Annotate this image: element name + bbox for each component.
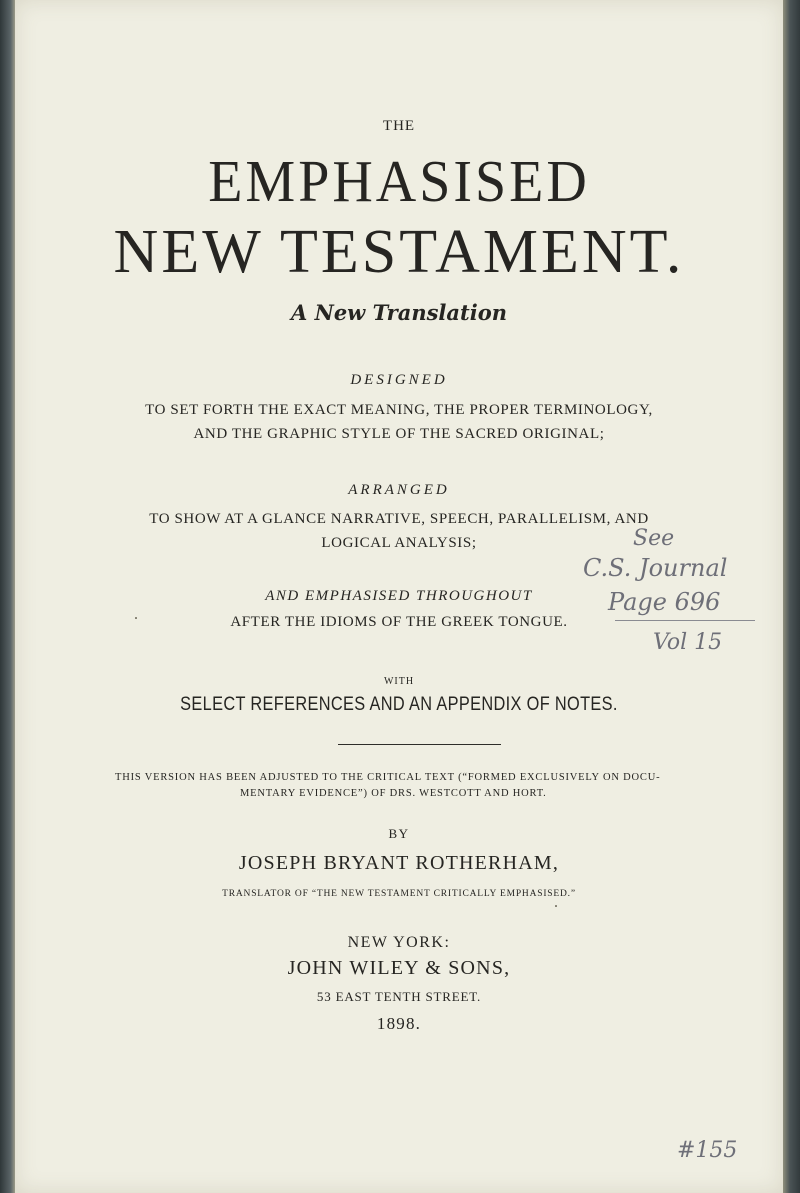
publisher-name: JOHN WILEY & SONS, [287, 957, 511, 979]
designed-line-2: AND THE GRAPHIC STYLE OF THE SACRED ORIGINAL; [193, 426, 605, 442]
subtitle: A New Translation [291, 300, 507, 325]
paper-speck [135, 617, 137, 619]
divider-rule [338, 744, 501, 745]
handwritten-note-line-1: See [633, 526, 675, 551]
publication-year: 1898. [376, 1014, 422, 1033]
arranged-line-2: LOGICAL ANALYSIS; [321, 535, 477, 551]
book-fore-edge [783, 0, 800, 1193]
title-page [15, 0, 783, 1193]
by-label: BY [388, 826, 410, 841]
version-note-line-2: MENTARY EVIDENCE”) OF DRS. WESTCOTT AND HORT. [240, 788, 547, 799]
author-name: JOSEPH BRYANT ROTHERHAM, [238, 852, 560, 874]
select-references: SELECT REFERENCES AND AN APPENDIX OF NOTES. [180, 694, 618, 715]
handwritten-note-line-4: Vol 15 [653, 630, 723, 655]
with-label: WITH [383, 676, 415, 687]
translator-note: TRANSLATOR OF “THE NEW TESTAMENT CRITICALLY EMPHASISED.” [222, 889, 576, 899]
version-note-line-1: THIS VERSION HAS BEEN ADJUSTED TO THE CRITICAL TEXT (“FORMED EXCLUSIVELY ON DOCU- [115, 772, 661, 783]
arranged-line-1: TO SHOW AT A GLANCE NARRATIVE, SPEECH, PARALLELISM, AND [149, 511, 649, 527]
arranged-label: ARRANGED [348, 482, 450, 498]
book-spine-edge [0, 0, 15, 1193]
designed-label: DESIGNED [350, 372, 448, 388]
emphasised-label: AND EMPHASISED THROUGHOUT [265, 588, 533, 604]
handwritten-note-line-3: Page 696 [608, 588, 721, 616]
publisher-city: NEW YORK: [347, 934, 451, 951]
handwritten-underline [615, 620, 755, 621]
title-line-2: NEW TESTAMENT. [113, 218, 685, 286]
publisher-address: 53 EAST TENTH STREET. [316, 989, 482, 1004]
title-line-1: EMPHASISED [208, 149, 590, 215]
emphasised-line-1: AFTER THE IDIOMS OF THE GREEK TONGUE. [230, 614, 568, 630]
paper-speck [555, 905, 557, 907]
handwritten-shelf-mark: #155 [677, 1138, 738, 1163]
handwritten-note-line-2: C.S. Journal [583, 554, 728, 582]
designed-line-1: TO SET FORTH THE EXACT MEANING, THE PROPER TERMINOLOGY, [145, 402, 653, 418]
title-article: THE [382, 118, 416, 134]
